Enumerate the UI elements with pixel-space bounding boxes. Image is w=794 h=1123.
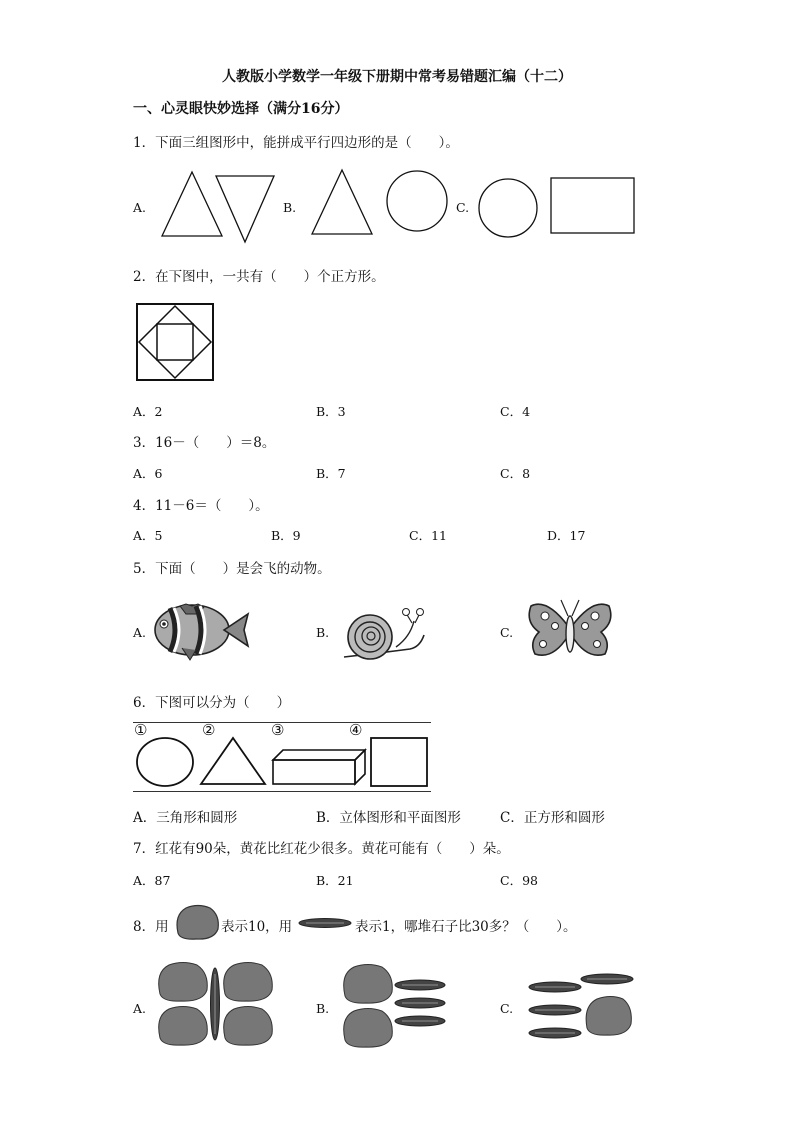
fish-icon xyxy=(152,600,252,662)
q4-option-d[interactable]: D．17 xyxy=(547,528,586,543)
question-6: 6．下图可以分为（ ） xyxy=(133,695,291,711)
q3-option-c[interactable]: C．8 xyxy=(500,466,531,481)
q6-option-b[interactable]: B．立体图形和平面图形 xyxy=(316,810,461,826)
q4-option-a[interactable]: A．5 xyxy=(133,528,163,543)
section-heading: 一、心灵眼快妙选择（满分16分） xyxy=(133,101,349,117)
question-3: 3．16－（ ）＝8。 xyxy=(133,435,276,451)
q1-option-b[interactable]: B. xyxy=(283,200,297,215)
q2-option-b[interactable]: B．3 xyxy=(316,404,346,419)
q7-option-c[interactable]: C．98 xyxy=(500,873,538,888)
q5-option-c[interactable]: C. xyxy=(500,625,514,640)
q8-option-a[interactable]: A. xyxy=(133,1001,147,1016)
q8-b-rocks-sticks xyxy=(340,962,450,1047)
q5-option-a[interactable]: A. xyxy=(133,625,147,640)
question-8-mid: 表示10，用 xyxy=(221,919,293,935)
q7-option-a[interactable]: A．87 xyxy=(133,873,171,888)
snail-icon xyxy=(340,607,430,665)
q3-option-b[interactable]: B．7 xyxy=(316,466,346,481)
butterfly-icon xyxy=(525,596,615,662)
q2-square-figure xyxy=(136,303,216,383)
q4-option-c[interactable]: C．11 xyxy=(409,528,447,543)
q5-option-b[interactable]: B. xyxy=(316,625,330,640)
q8-a-rocks-sticks xyxy=(155,960,280,1045)
q3-option-a[interactable]: A．6 xyxy=(133,466,163,481)
q2-option-a[interactable]: A．2 xyxy=(133,404,163,419)
q1-option-a[interactable]: A. xyxy=(133,200,147,215)
q6-shapes xyxy=(133,722,433,790)
q1-a-triangles xyxy=(160,170,280,245)
q6-option-c[interactable]: C．正方形和圆形 xyxy=(500,810,605,826)
question-1: 1．下面三组图形中，能拼成平行四边形的是（ ）。 xyxy=(133,135,459,151)
question-5: 5．下面（ ）是会飞的动物。 xyxy=(133,561,331,577)
question-7: 7．红花有90朵，黄花比红花少很多。黄花可能有（ ）朵。 xyxy=(133,841,510,857)
q8-option-c[interactable]: C. xyxy=(500,1001,514,1016)
question-2: 2．在下图中，一共有（ ）个正方形。 xyxy=(133,269,385,285)
stick-icon xyxy=(298,917,354,929)
rock-icon xyxy=(172,903,220,941)
q6-label-4: ④ xyxy=(349,721,363,739)
q2-option-c[interactable]: C．4 xyxy=(500,404,531,419)
q6-option-a[interactable]: A．三角形和圆形 xyxy=(133,810,238,826)
q6-label-3: ③ xyxy=(271,721,285,739)
question-8-end: 表示1，哪堆石子比30多？（ ）。 xyxy=(355,919,577,935)
question-4: 4．11－6＝（ ）。 xyxy=(133,498,269,514)
page-title: 人教版小学数学一年级下册期中常考易错题汇编（十二） xyxy=(222,69,572,85)
q8-option-b[interactable]: B. xyxy=(316,1001,330,1016)
q6-label-2: ② xyxy=(202,721,216,739)
q7-option-b[interactable]: B．21 xyxy=(316,873,354,888)
q1-c-circle-rectangle xyxy=(478,175,638,243)
question-8: 8．用 xyxy=(133,919,169,935)
q1-option-c[interactable]: C. xyxy=(456,200,470,215)
q1-b-triangle-circle xyxy=(310,168,450,243)
q4-option-b[interactable]: B．9 xyxy=(271,528,301,543)
q8-c-sticks-rock xyxy=(527,968,637,1043)
q6-label-1: ① xyxy=(134,721,148,739)
